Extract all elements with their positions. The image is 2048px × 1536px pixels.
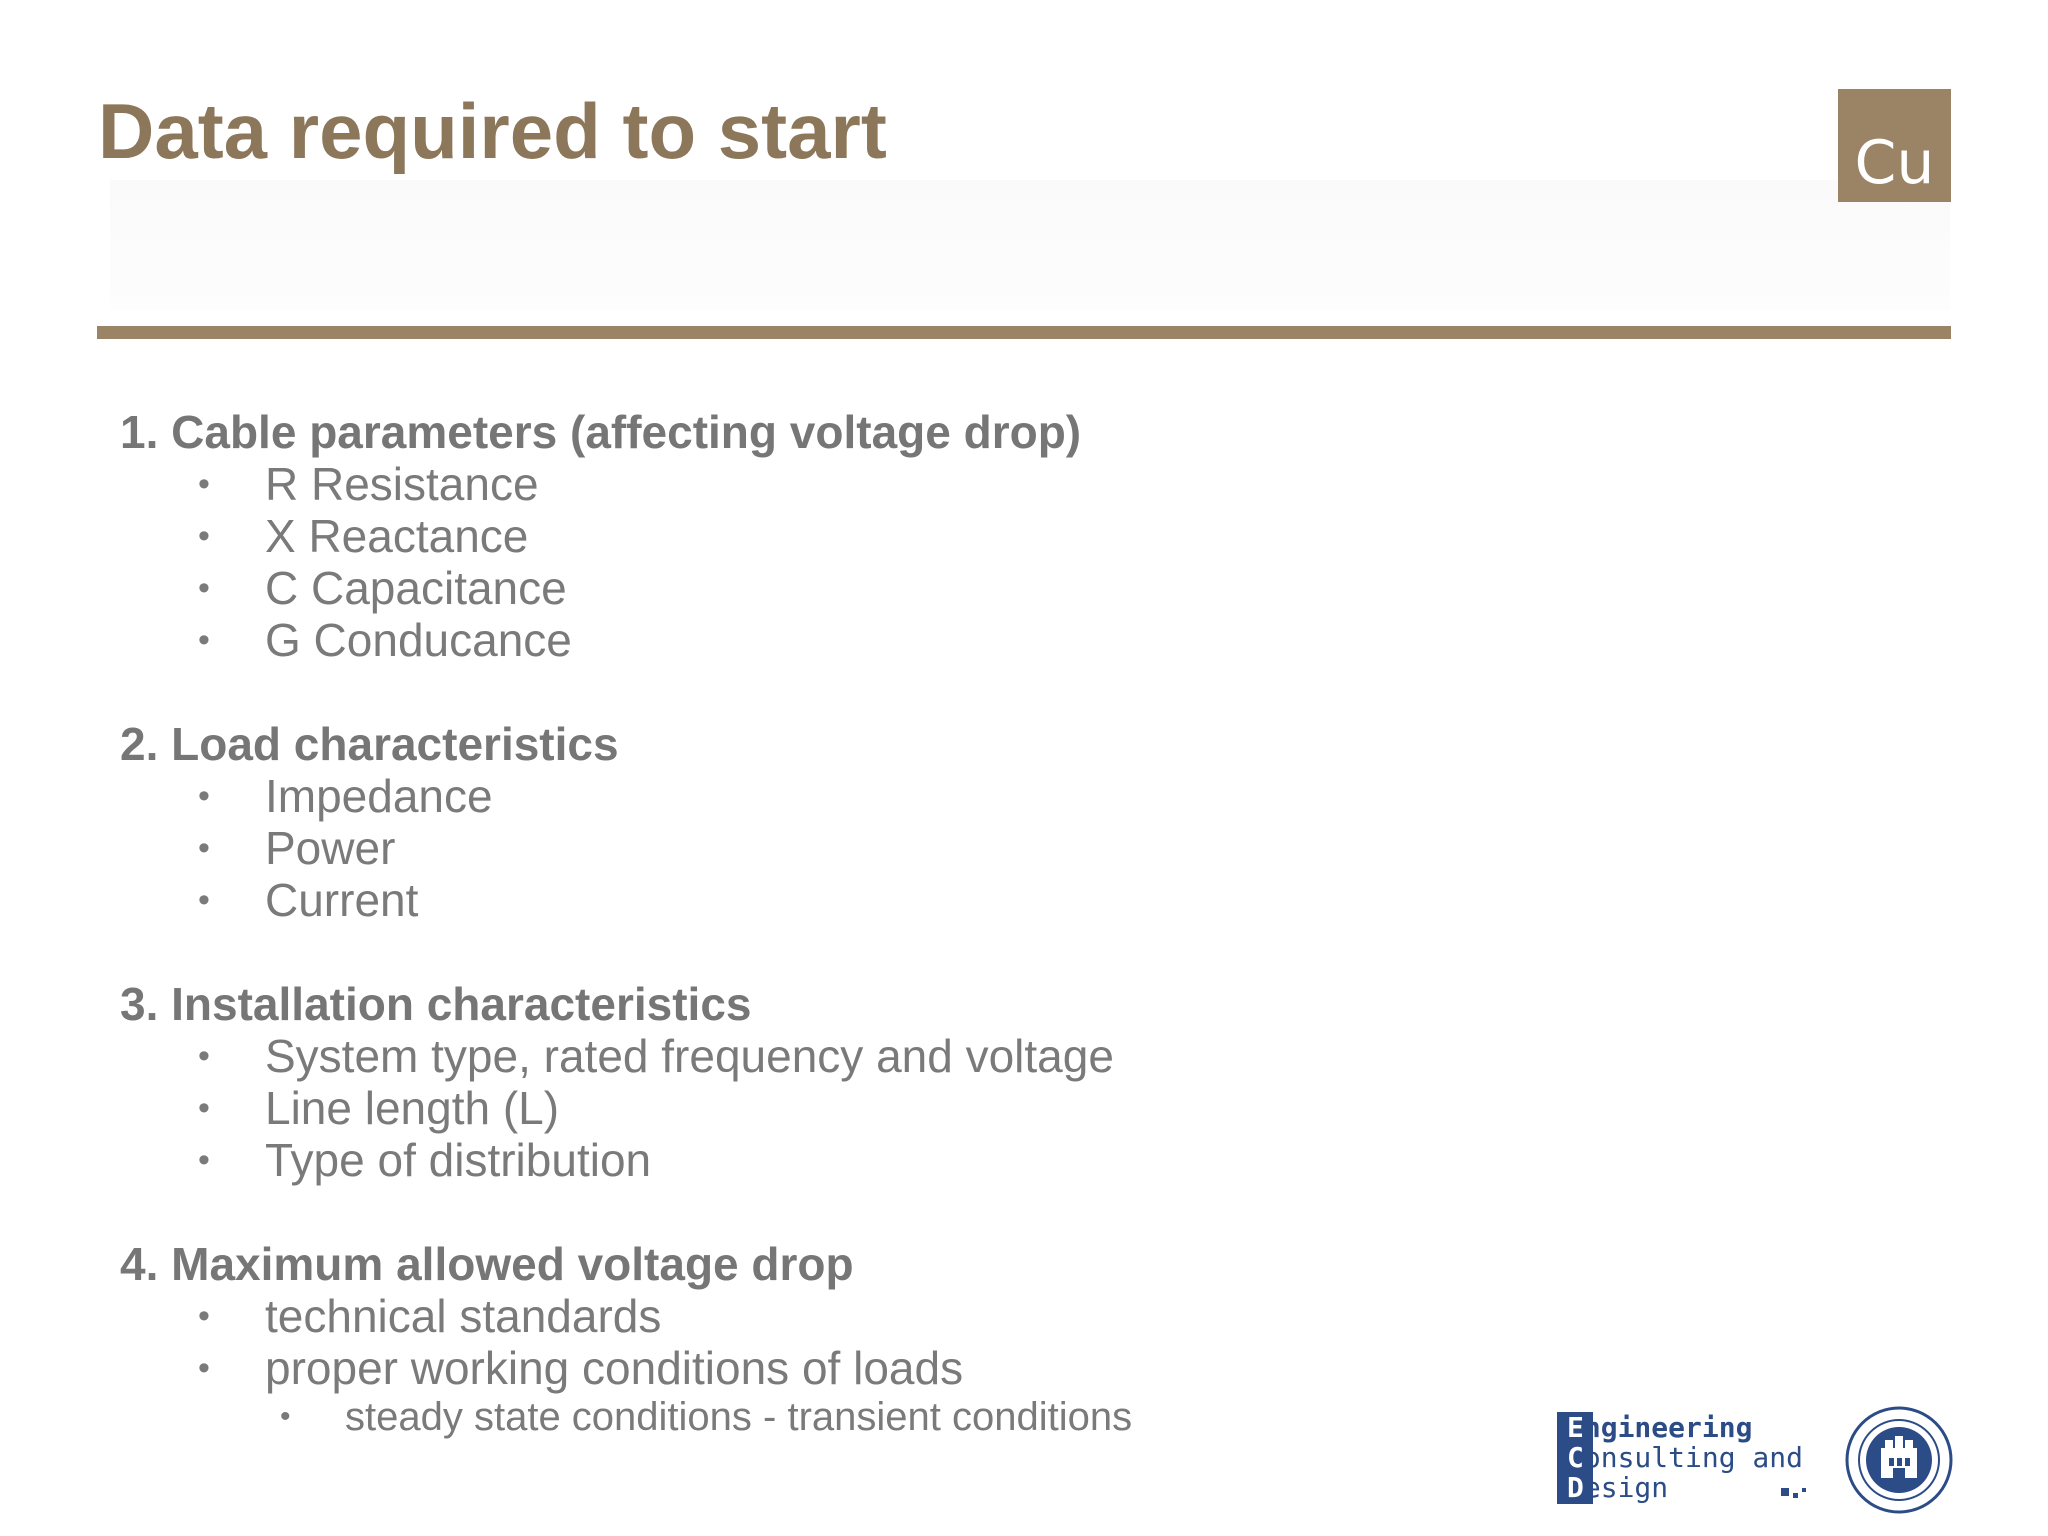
list-item bbox=[120, 1082, 1132, 1134]
bullet-icon: • bbox=[198, 1037, 210, 1075]
list-item-text: R Resistance bbox=[265, 458, 539, 510]
section-heading: 3. Installation characteristics bbox=[120, 978, 752, 1030]
list-item bbox=[120, 1134, 1132, 1186]
sub-list-item-text: steady state conditions - transient conditions bbox=[345, 1395, 1133, 1439]
sub-bullet-list bbox=[120, 1394, 1132, 1440]
list-item bbox=[120, 562, 1132, 614]
list-item-text: Type of distribution bbox=[265, 1134, 652, 1186]
list-item bbox=[120, 614, 1132, 666]
list-item-text: G Conducance bbox=[265, 614, 572, 666]
bullet-list bbox=[120, 1030, 1132, 1186]
logo-text bbox=[1567, 1412, 1803, 1504]
logo-line-3: Design bbox=[1567, 1471, 1669, 1504]
section-installation-characteristics bbox=[120, 978, 1132, 1186]
section-cable-parameters bbox=[120, 406, 1132, 666]
university-seal-icon bbox=[1845, 1406, 1953, 1514]
bullet-list bbox=[120, 770, 1132, 926]
list-item-text: proper working conditions of loads bbox=[265, 1342, 964, 1394]
list-item bbox=[120, 510, 1132, 562]
bullet-icon: • bbox=[198, 465, 210, 503]
bullet-icon: • bbox=[280, 1400, 291, 1433]
slide-content bbox=[120, 406, 1132, 1492]
ecd-logo bbox=[1557, 1412, 1809, 1504]
bullet-icon: • bbox=[198, 829, 210, 867]
bullet-icon: • bbox=[198, 1297, 210, 1335]
sub-list-item bbox=[120, 1394, 1132, 1440]
list-item-text: Power bbox=[265, 822, 396, 874]
list-item-text: C Capacitance bbox=[265, 562, 567, 614]
bullet-icon: • bbox=[198, 517, 210, 555]
cu-badge: Cu bbox=[1838, 89, 1951, 202]
bullet-icon: • bbox=[198, 1141, 210, 1179]
bullet-list bbox=[120, 458, 1132, 666]
title-shade bbox=[110, 180, 1950, 310]
section-heading: 1. Cable parameters (affecting voltage drop) bbox=[120, 406, 1082, 458]
list-item-text: Line length (L) bbox=[265, 1082, 560, 1134]
bullet-icon: • bbox=[198, 621, 210, 659]
list-item bbox=[120, 1290, 1132, 1342]
list-item-text: Current bbox=[265, 874, 419, 926]
list-item bbox=[120, 458, 1132, 510]
bullet-icon: • bbox=[198, 881, 210, 919]
section-max-voltage-drop bbox=[120, 1238, 1132, 1440]
bullet-icon: • bbox=[198, 569, 210, 607]
title-divider bbox=[97, 326, 1951, 339]
logo-line-1: Engineering bbox=[1567, 1411, 1753, 1444]
slide-title: Data required to start bbox=[98, 87, 887, 175]
list-item-text: System type, rated frequency and voltage bbox=[265, 1030, 1114, 1082]
list-item bbox=[120, 1030, 1132, 1082]
section-load-characteristics bbox=[120, 718, 1132, 926]
list-item bbox=[120, 874, 1132, 926]
section-heading: 2. Load characteristics bbox=[120, 718, 619, 770]
list-item bbox=[120, 770, 1132, 822]
bullet-icon: • bbox=[198, 1349, 210, 1387]
list-item bbox=[120, 1342, 1132, 1394]
bullet-icon: • bbox=[198, 1089, 210, 1127]
list-item-text: technical standards bbox=[265, 1290, 662, 1342]
bullet-icon: • bbox=[198, 777, 210, 815]
logo-dots-icon bbox=[1781, 1484, 1809, 1498]
list-item-text: X Reactance bbox=[265, 510, 529, 562]
list-item-text: Impedance bbox=[265, 770, 493, 822]
list-item bbox=[120, 822, 1132, 874]
logo-line-2: Consulting and bbox=[1567, 1441, 1804, 1474]
section-heading: 4. Maximum allowed voltage drop bbox=[120, 1238, 854, 1290]
bullet-list bbox=[120, 1290, 1132, 1394]
